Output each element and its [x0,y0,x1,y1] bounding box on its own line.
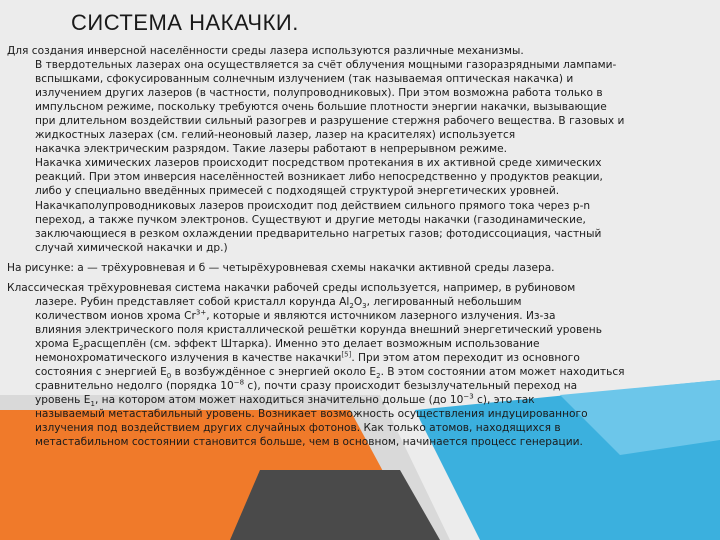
text-line: Классическая трёхуровневая система накачки рабочей среды используется, например, в рубиновом [7,281,576,294]
text-line: импульсном режиме, поскольку требуются очень большие плотности энергии накачки, вызывающие [35,101,607,114]
text-line: количеством ионов хрома $Cr^{3+}$, которые и являются источником лазерного излучения. Из-за [35,308,556,322]
text-line: накачка электрическим разрядом. Такие лазеры работают в непрерывном режиме. [35,143,508,156]
text-line: реакций. При этом инверсия населённостей возникает либо непосредственно у продуктов реакции, [35,171,603,184]
text-line: Накачкаполупроводниковых лазеров происходит под действием сильного прямого тока через p-n [35,199,591,212]
text-line: хрома $E_2расщеплён$ (см. эффект Штарка). Именно это делает возможным использование [35,337,540,353]
text-line: жидкостных лазерах (см. гелий-неоновый лазер, лазер на красителях) используется [35,129,516,142]
text-line: Для создания инверсной населённости среды лазера используются различные механизмы. [7,45,524,57]
text-line: называемый метастабильный уровень. Возникает возможность осуществления индуцированного [35,408,588,421]
text-line: В твердотельных лазерах она осуществляется за счёт облучения мощными газоразрядными лампами- [35,59,617,72]
text-line: излучения под воздействием других случайных фотонов. Как только атомов, находящихся в [35,422,561,435]
text-line: излучением других лазеров (в частности, полупроводниковых). При этом возможна работа только в [35,87,603,100]
text-line: влияния электрического поля кристаллической решётки корунда внешний энергетический уровень [35,323,602,336]
text-line: На рисунке: а — трёхуровневая и б — четырёхуровневая схемы накачки активной среды лазера. [7,261,555,274]
reference-link[interactable]: [5] [341,350,352,359]
text-line: при длительном воздействии сильный разогрев и разрушение стержня рабочего вещества. В газовых и [35,115,625,128]
text-line: состояния с энергией $E_0$ в возбуждённое с энергией около $E_2$. В этом состоянии атом может находиться [35,366,625,381]
text-line: либо у специально введённых примесей с подходящей структурой энергетических уровней. [35,185,560,198]
paragraph-pumping-methods [7,44,709,255]
text-line: переход, а также пучком электронов. Существуют и другие методы накачки (газодинамические, [35,213,586,226]
text-line: вспышками, сфокусированным солнечным излучением (так называемая оптическая накачка) и [35,73,574,86]
paragraph-three-level-system [7,281,709,450]
paragraph-figure-caption [7,261,709,275]
text-line: метастабильном состоянии становится больше, чем в основном, начинается процесс генерации. [35,436,583,449]
text-line: заключающиеся в резком охлаждении предварительно нагретых газов; фотодиссоциация, частный [35,227,602,240]
slide-body [7,44,709,449]
text-line: сравнительно недолго (порядка $10^{-8}$ с), почти сразу происходит безызлучательный переход на [35,378,578,393]
text-line: уровень $E_1$, на котором атом может находиться значительно дольше (до $10^{-3}$ с), это так [35,392,535,409]
text-line: лазере. Рубин представляет собой кристалл корунда $Al_2O_3$, легированный небольшим [35,295,522,310]
text-line: случай химической накачки и др.) [35,241,228,254]
slide-title: СИСТЕМА НАКАЧКИ. [71,10,299,35]
text-line: немонохроматического излучения в качестве накачки[5]. При этом атом переходит из основного [35,350,580,364]
text-line: Накачка химических лазеров происходит посредством протекания в их активной среде химических [35,157,602,170]
